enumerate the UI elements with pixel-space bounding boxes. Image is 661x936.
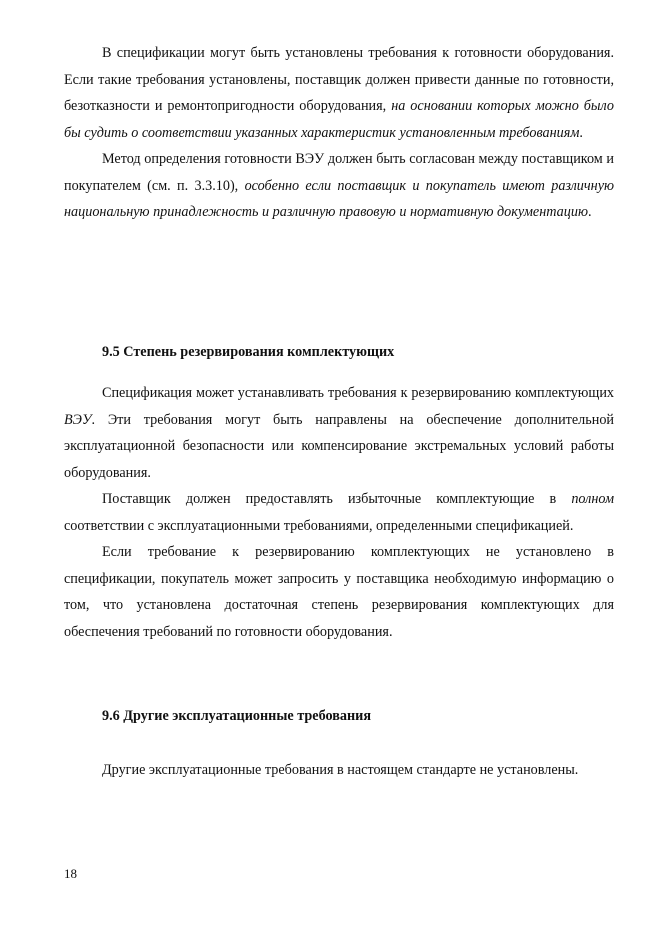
italic-emphasis: ВЭУ (64, 411, 92, 428)
italic-emphasis: особенно если поставщик и покупатель имеют различную национальную принадлежность и различную правовую и нормативную документацию (64, 177, 614, 220)
paragraph-availability-method: Метод определения готовности ВЭУ должен быть согласован между поставщиком и покупателем (см. п. 3.3.10), особенно если поставщик и покупатель имеют различную национальную принадлежность и различную правовую и нормативную документацию. (64, 151, 614, 220)
section-heading-9-6: 9.6 Другие эксплуатационные требования (102, 708, 372, 724)
italic-emphasis: полном (571, 491, 614, 507)
paragraph-redundancy-request: Если требование к резервированию комплектующих не установлено в спецификации, покупатель может запросить у поставщика необходимую информацию о том, что установлена достаточная степень резервирования комплектующих для обеспечения требований по готовности оборудования. (64, 544, 614, 640)
paragraph-redundancy-supplier: Поставщик должен предоставлять избыточные комплектующие в полном соответствии с эксплуатационными требованиями, определенными спецификацией. (64, 491, 614, 534)
page-number: 18 (64, 866, 77, 881)
section-9-4-continuation (64, 40, 614, 226)
section-heading-9-5: 9.5 Степень резервирования комплектующих (102, 344, 395, 360)
italic-emphasis: на основании которых можно было бы судить о соответствии указанных характеристик установленным требованиям (64, 98, 614, 141)
section-9-5-body (64, 380, 614, 645)
paragraph-other-requirements: Другие эксплуатационные требования в настоящем стандарте не установлены. (102, 762, 579, 778)
section-9-6-body (64, 757, 614, 784)
paragraph-redundancy-spec: Спецификация может устанавливать требования к резервированию комплектующих ВЭУ. Эти требования могут быть направлены на обеспечение дополнительной эксплуатационной безопасности или компенсирование экстремальных условий работы оборудования. (64, 385, 614, 481)
paragraph-availability-requirements: В спецификации могут быть установлены требования к готовности оборудования. Если такие требования установлены, поставщик должен привести данные по готовности, безотказности и ремонтопригодности оборудования, на основании которых можно было бы судить о соответствии указанных характеристик установленным требованиям. (64, 45, 614, 141)
